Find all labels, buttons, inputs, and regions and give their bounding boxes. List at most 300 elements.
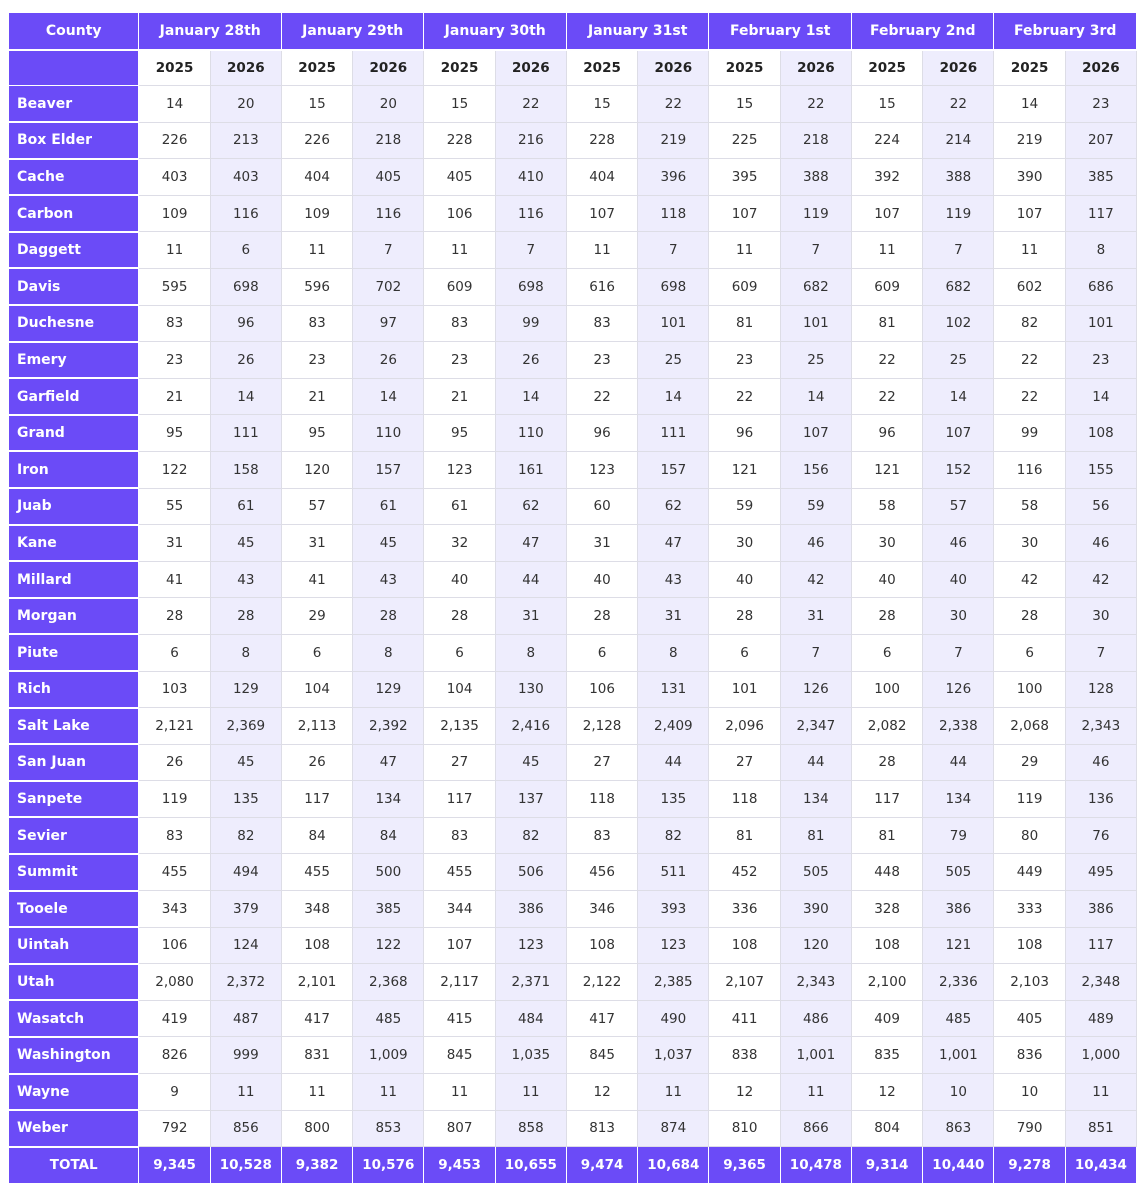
value-cell: 11 [780, 1074, 851, 1111]
value-cell: 47 [638, 525, 709, 562]
value-cell: 79 [923, 817, 994, 854]
value-cell: 487 [210, 1000, 281, 1037]
value-cell: 11 [638, 1074, 709, 1111]
value-cell: 126 [780, 671, 851, 708]
total-value-cell: 9,365 [709, 1147, 780, 1184]
table-row [9, 232, 1137, 269]
value-cell: 84 [281, 817, 352, 854]
value-cell: 455 [424, 854, 495, 891]
value-cell: 866 [780, 1110, 851, 1147]
year-header: 2025 [139, 50, 210, 86]
county-name-cell: Sanpete [9, 781, 139, 818]
value-cell: 111 [638, 415, 709, 452]
value-cell: 7 [923, 232, 994, 269]
value-cell: 121 [709, 451, 780, 488]
value-cell: 328 [851, 891, 922, 928]
value-cell: 6 [281, 634, 352, 671]
date-header: February 3rd [994, 13, 1137, 50]
value-cell: 6 [210, 232, 281, 269]
value-cell: 826 [139, 1037, 210, 1074]
value-cell: 47 [495, 525, 566, 562]
value-cell: 161 [495, 451, 566, 488]
value-cell: 108 [709, 927, 780, 964]
county-name-cell: Iron [9, 451, 139, 488]
value-cell: 11 [566, 232, 637, 269]
value-cell: 2,113 [281, 708, 352, 745]
value-cell: 336 [709, 891, 780, 928]
value-cell: 25 [638, 342, 709, 379]
value-cell: 616 [566, 268, 637, 305]
value-cell: 8 [638, 634, 709, 671]
value-cell: 2,117 [424, 964, 495, 1001]
value-cell: 157 [353, 451, 424, 488]
value-cell: 448 [851, 854, 922, 891]
value-cell: 11 [851, 232, 922, 269]
value-cell: 104 [424, 671, 495, 708]
value-cell: 134 [353, 781, 424, 818]
value-cell: 46 [780, 525, 851, 562]
value-cell: 495 [1065, 854, 1136, 891]
table-row [9, 415, 1137, 452]
county-name-cell: Sevier [9, 817, 139, 854]
value-cell: 110 [353, 415, 424, 452]
total-label: TOTAL [9, 1147, 139, 1184]
value-cell: 106 [424, 195, 495, 232]
county-name-cell: Summit [9, 854, 139, 891]
value-cell: 500 [353, 854, 424, 891]
value-cell: 596 [281, 268, 352, 305]
value-cell: 14 [923, 378, 994, 415]
value-cell: 123 [495, 927, 566, 964]
value-cell: 213 [210, 122, 281, 159]
county-name-cell: Carbon [9, 195, 139, 232]
value-cell: 405 [353, 159, 424, 196]
value-cell: 698 [210, 268, 281, 305]
total-value-cell: 10,528 [210, 1147, 281, 1184]
value-cell: 224 [851, 122, 922, 159]
value-cell: 7 [1065, 634, 1136, 671]
value-cell: 134 [780, 781, 851, 818]
county-name-cell: Duchesne [9, 305, 139, 342]
county-data-table [8, 12, 1137, 1184]
value-cell: 7 [780, 232, 851, 269]
value-cell: 28 [210, 598, 281, 635]
value-cell: 117 [1065, 927, 1136, 964]
value-cell: 84 [353, 817, 424, 854]
total-value-cell: 10,684 [638, 1147, 709, 1184]
county-name-cell: Rich [9, 671, 139, 708]
year-header-row [9, 50, 1137, 86]
total-value-cell: 9,474 [566, 1147, 637, 1184]
table-row [9, 1037, 1137, 1074]
value-cell: 40 [566, 561, 637, 598]
value-cell: 999 [210, 1037, 281, 1074]
value-cell: 43 [638, 561, 709, 598]
value-cell: 393 [638, 891, 709, 928]
value-cell: 43 [210, 561, 281, 598]
value-cell: 30 [1065, 598, 1136, 635]
value-cell: 484 [495, 1000, 566, 1037]
value-cell: 225 [709, 122, 780, 159]
value-cell: 2,385 [638, 964, 709, 1001]
value-cell: 22 [495, 86, 566, 123]
table-row [9, 854, 1137, 891]
value-cell: 2,343 [780, 964, 851, 1001]
value-cell: 2,338 [923, 708, 994, 745]
value-cell: 2,371 [495, 964, 566, 1001]
value-cell: 845 [424, 1037, 495, 1074]
value-cell: 22 [638, 86, 709, 123]
value-cell: 6 [851, 634, 922, 671]
county-name-cell: Cache [9, 159, 139, 196]
value-cell: 2,122 [566, 964, 637, 1001]
value-cell: 130 [495, 671, 566, 708]
value-cell: 2,343 [1065, 708, 1136, 745]
value-cell: 214 [923, 122, 994, 159]
value-cell: 874 [638, 1110, 709, 1147]
value-cell: 107 [424, 927, 495, 964]
value-cell: 43 [353, 561, 424, 598]
value-cell: 99 [994, 415, 1065, 452]
value-cell: 107 [994, 195, 1065, 232]
value-cell: 1,001 [780, 1037, 851, 1074]
value-cell: 96 [709, 415, 780, 452]
county-name-cell: Emery [9, 342, 139, 379]
value-cell: 30 [994, 525, 1065, 562]
value-cell: 120 [281, 451, 352, 488]
value-cell: 15 [424, 86, 495, 123]
value-cell: 31 [638, 598, 709, 635]
value-cell: 42 [780, 561, 851, 598]
value-cell: 29 [281, 598, 352, 635]
value-cell: 682 [780, 268, 851, 305]
value-cell: 2,409 [638, 708, 709, 745]
value-cell: 118 [709, 781, 780, 818]
value-cell: 97 [353, 305, 424, 342]
value-cell: 23 [566, 342, 637, 379]
value-cell: 46 [923, 525, 994, 562]
value-cell: 129 [210, 671, 281, 708]
value-cell: 58 [994, 488, 1065, 525]
value-cell: 609 [709, 268, 780, 305]
value-cell: 29 [994, 744, 1065, 781]
value-cell: 6 [709, 634, 780, 671]
value-cell: 346 [566, 891, 637, 928]
value-cell: 9 [139, 1074, 210, 1111]
value-cell: 404 [566, 159, 637, 196]
value-cell: 11 [424, 1074, 495, 1111]
county-name-cell: Weber [9, 1110, 139, 1147]
value-cell: 32 [424, 525, 495, 562]
value-cell: 137 [495, 781, 566, 818]
value-cell: 11 [1065, 1074, 1136, 1111]
value-cell: 27 [566, 744, 637, 781]
value-cell: 101 [638, 305, 709, 342]
value-cell: 12 [566, 1074, 637, 1111]
value-cell: 23 [709, 342, 780, 379]
value-cell: 2,368 [353, 964, 424, 1001]
value-cell: 83 [424, 817, 495, 854]
value-cell: 107 [566, 195, 637, 232]
value-cell: 101 [709, 671, 780, 708]
value-cell: 118 [638, 195, 709, 232]
value-cell: 835 [851, 1037, 922, 1074]
value-cell: 117 [424, 781, 495, 818]
table-row [9, 342, 1137, 379]
value-cell: 14 [210, 378, 281, 415]
value-cell: 28 [139, 598, 210, 635]
value-cell: 30 [709, 525, 780, 562]
value-cell: 455 [281, 854, 352, 891]
value-cell: 81 [851, 817, 922, 854]
value-cell: 2,103 [994, 964, 1065, 1001]
table-row [9, 781, 1137, 818]
value-cell: 14 [994, 86, 1065, 123]
table-row [9, 122, 1137, 159]
value-cell: 123 [566, 451, 637, 488]
value-cell: 15 [709, 86, 780, 123]
value-cell: 28 [424, 598, 495, 635]
table-row [9, 86, 1137, 123]
value-cell: 2,096 [709, 708, 780, 745]
value-cell: 396 [638, 159, 709, 196]
value-cell: 856 [210, 1110, 281, 1147]
value-cell: 392 [851, 159, 922, 196]
value-cell: 11 [353, 1074, 424, 1111]
value-cell: 23 [139, 342, 210, 379]
value-cell: 47 [353, 744, 424, 781]
value-cell: 59 [780, 488, 851, 525]
value-cell: 390 [994, 159, 1065, 196]
value-cell: 804 [851, 1110, 922, 1147]
value-cell: 8 [495, 634, 566, 671]
value-cell: 2,416 [495, 708, 566, 745]
year-header-blank [9, 50, 139, 86]
year-header: 2025 [994, 50, 1065, 86]
value-cell: 11 [210, 1074, 281, 1111]
value-cell: 8 [1065, 232, 1136, 269]
table-row [9, 561, 1137, 598]
value-cell: 385 [1065, 159, 1136, 196]
value-cell: 343 [139, 891, 210, 928]
value-cell: 7 [495, 232, 566, 269]
value-cell: 96 [210, 305, 281, 342]
value-cell: 56 [1065, 488, 1136, 525]
value-cell: 609 [424, 268, 495, 305]
value-cell: 45 [353, 525, 424, 562]
value-cell: 83 [566, 305, 637, 342]
value-cell: 103 [139, 671, 210, 708]
value-cell: 95 [139, 415, 210, 452]
value-cell: 83 [139, 305, 210, 342]
table-row [9, 195, 1137, 232]
value-cell: 82 [210, 817, 281, 854]
value-cell: 792 [139, 1110, 210, 1147]
county-name-cell: Beaver [9, 86, 139, 123]
value-cell: 45 [210, 744, 281, 781]
value-cell: 107 [780, 415, 851, 452]
value-cell: 100 [994, 671, 1065, 708]
value-cell: 2,135 [424, 708, 495, 745]
table-body [9, 86, 1137, 1184]
value-cell: 410 [495, 159, 566, 196]
value-cell: 44 [638, 744, 709, 781]
value-cell: 1,001 [923, 1037, 994, 1074]
table-row [9, 1110, 1137, 1147]
value-cell: 489 [1065, 1000, 1136, 1037]
value-cell: 101 [1065, 305, 1136, 342]
value-cell: 62 [495, 488, 566, 525]
total-value-cell: 10,478 [780, 1147, 851, 1184]
table-row [9, 1000, 1137, 1037]
value-cell: 26 [281, 744, 352, 781]
county-name-cell: Morgan [9, 598, 139, 635]
value-cell: 31 [139, 525, 210, 562]
value-cell: 11 [495, 1074, 566, 1111]
value-cell: 116 [353, 195, 424, 232]
value-cell: 121 [923, 927, 994, 964]
value-cell: 228 [566, 122, 637, 159]
table-row [9, 305, 1137, 342]
value-cell: 2,372 [210, 964, 281, 1001]
value-cell: 109 [139, 195, 210, 232]
value-cell: 102 [923, 305, 994, 342]
value-cell: 119 [780, 195, 851, 232]
value-cell: 134 [923, 781, 994, 818]
value-cell: 28 [709, 598, 780, 635]
total-value-cell: 9,453 [424, 1147, 495, 1184]
value-cell: 2,101 [281, 964, 352, 1001]
value-cell: 82 [638, 817, 709, 854]
table-row [9, 891, 1137, 928]
county-name-cell: Uintah [9, 927, 139, 964]
value-cell: 23 [1065, 86, 1136, 123]
date-header: February 2nd [851, 13, 994, 50]
value-cell: 118 [566, 781, 637, 818]
data-table-container [8, 12, 1137, 1184]
value-cell: 22 [709, 378, 780, 415]
value-cell: 42 [994, 561, 1065, 598]
value-cell: 31 [495, 598, 566, 635]
value-cell: 22 [851, 342, 922, 379]
value-cell: 2,082 [851, 708, 922, 745]
value-cell: 123 [424, 451, 495, 488]
value-cell: 55 [139, 488, 210, 525]
value-cell: 831 [281, 1037, 352, 1074]
value-cell: 490 [638, 1000, 709, 1037]
value-cell: 101 [780, 305, 851, 342]
table-row [9, 671, 1137, 708]
value-cell: 40 [923, 561, 994, 598]
value-cell: 12 [709, 1074, 780, 1111]
year-header: 2026 [923, 50, 994, 86]
value-cell: 455 [139, 854, 210, 891]
value-cell: 61 [424, 488, 495, 525]
value-cell: 1,009 [353, 1037, 424, 1074]
value-cell: 40 [851, 561, 922, 598]
value-cell: 2,100 [851, 964, 922, 1001]
value-cell: 790 [994, 1110, 1065, 1147]
value-cell: 22 [851, 378, 922, 415]
value-cell: 27 [709, 744, 780, 781]
value-cell: 602 [994, 268, 1065, 305]
table-row [9, 378, 1137, 415]
value-cell: 26 [495, 342, 566, 379]
table-row [9, 927, 1137, 964]
value-cell: 386 [923, 891, 994, 928]
value-cell: 218 [353, 122, 424, 159]
value-cell: 686 [1065, 268, 1136, 305]
value-cell: 388 [780, 159, 851, 196]
year-header: 2025 [281, 50, 352, 86]
value-cell: 494 [210, 854, 281, 891]
county-name-cell: Davis [9, 268, 139, 305]
value-cell: 76 [1065, 817, 1136, 854]
value-cell: 119 [923, 195, 994, 232]
value-cell: 2,121 [139, 708, 210, 745]
value-cell: 117 [281, 781, 352, 818]
value-cell: 121 [851, 451, 922, 488]
value-cell: 81 [780, 817, 851, 854]
value-cell: 25 [780, 342, 851, 379]
date-header: January 31st [566, 13, 709, 50]
value-cell: 2,080 [139, 964, 210, 1001]
table-row [9, 159, 1137, 196]
table-row [9, 525, 1137, 562]
value-cell: 122 [353, 927, 424, 964]
value-cell: 417 [281, 1000, 352, 1037]
value-cell: 226 [281, 122, 352, 159]
year-header: 2025 [566, 50, 637, 86]
value-cell: 95 [281, 415, 352, 452]
value-cell: 7 [780, 634, 851, 671]
value-cell: 100 [851, 671, 922, 708]
value-cell: 30 [851, 525, 922, 562]
county-name-cell: Grand [9, 415, 139, 452]
value-cell: 41 [139, 561, 210, 598]
value-cell: 419 [139, 1000, 210, 1037]
table-row [9, 268, 1137, 305]
value-cell: 12 [851, 1074, 922, 1111]
value-cell: 2,348 [1065, 964, 1136, 1001]
value-cell: 131 [638, 671, 709, 708]
value-cell: 216 [495, 122, 566, 159]
value-cell: 117 [851, 781, 922, 818]
total-value-cell: 9,314 [851, 1147, 922, 1184]
value-cell: 27 [424, 744, 495, 781]
date-header: February 1st [709, 13, 852, 50]
value-cell: 116 [495, 195, 566, 232]
value-cell: 836 [994, 1037, 1065, 1074]
value-cell: 702 [353, 268, 424, 305]
date-header: January 30th [424, 13, 567, 50]
county-name-cell: Washington [9, 1037, 139, 1074]
value-cell: 155 [1065, 451, 1136, 488]
value-cell: 333 [994, 891, 1065, 928]
value-cell: 26 [210, 342, 281, 379]
value-cell: 57 [281, 488, 352, 525]
county-column-header: County [9, 13, 139, 50]
value-cell: 405 [994, 1000, 1065, 1037]
value-cell: 26 [353, 342, 424, 379]
value-cell: 11 [139, 232, 210, 269]
value-cell: 83 [566, 817, 637, 854]
year-header: 2026 [353, 50, 424, 86]
value-cell: 46 [1065, 744, 1136, 781]
value-cell: 58 [851, 488, 922, 525]
value-cell: 28 [851, 744, 922, 781]
county-name-cell: Piute [9, 634, 139, 671]
